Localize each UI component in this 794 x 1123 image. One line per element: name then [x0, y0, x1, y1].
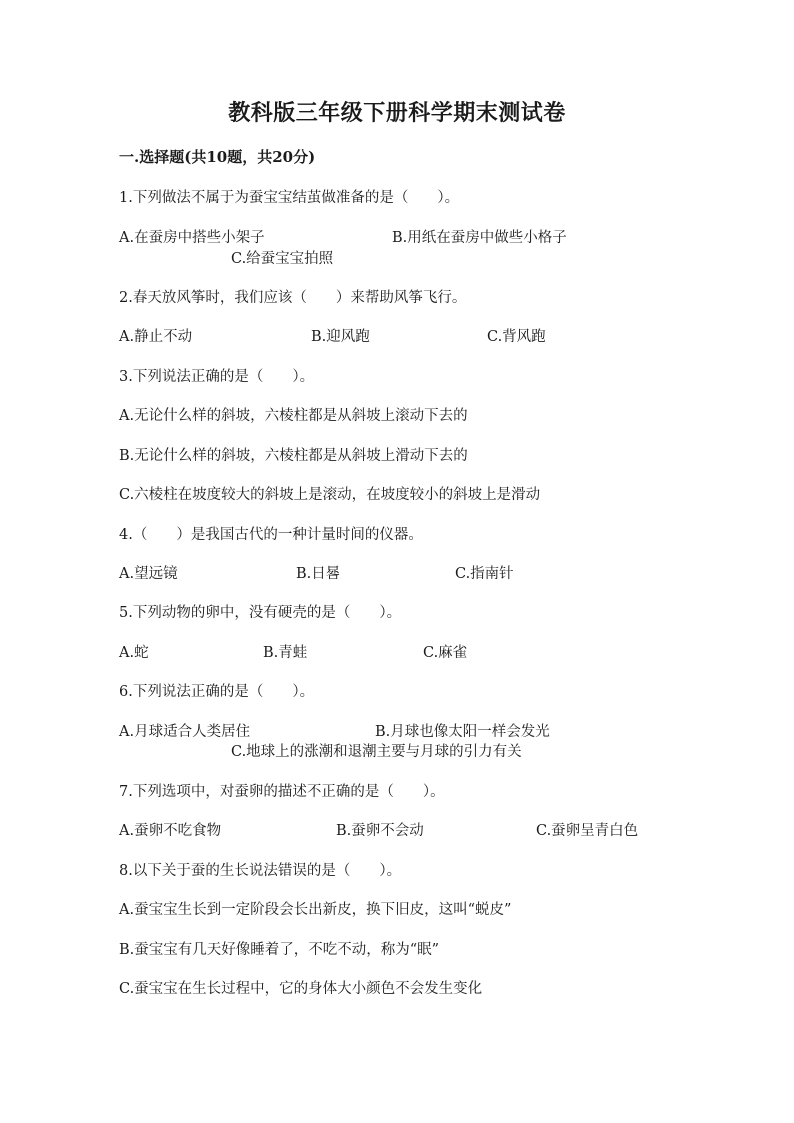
page-title: 教科版三年级下册科学期末测试卷 — [228, 100, 566, 126]
question-stem: 5.下列动物的卵中，没有硬壳的是（ ）。 — [119, 605, 402, 621]
question-option: C.背风跑 — [487, 329, 546, 345]
question-option: A.在蚕房中搭些小架子 — [119, 230, 265, 246]
question-option: B.月球也像太阳一样会发光 — [375, 724, 550, 740]
question-option: C.指南针 — [455, 566, 514, 582]
question-option: C.给蚕宝宝拍照 — [231, 251, 334, 267]
question-option: C.麻雀 — [423, 645, 468, 661]
question-stem: 1.下列做法不属于为蚕宝宝结茧做准备的是（ ）。 — [119, 190, 460, 206]
question-option: A.蚕宝宝生长到一定阶段会长出新皮，换下旧皮，这叫“蜕皮” — [119, 902, 512, 918]
question-option: B.蚕卵不会动 — [336, 823, 424, 839]
question-option: A.无论什么样的斜坡，六棱柱都是从斜坡上滚动下去的 — [119, 408, 468, 424]
question-stem: 8.以下关于蚕的生长说法错误的是（ ）。 — [119, 863, 402, 879]
section-heading: 一.选择题(共10题，共20分) — [119, 148, 316, 166]
question-stem: 7.下列选项中，对蚕卵的描述不正确的是（ ）。 — [119, 784, 445, 800]
question-option: C.蚕卵呈青白色 — [536, 823, 639, 839]
question-option: C.蚕宝宝在生长过程中，它的身体大小颜色不会发生变化 — [119, 981, 483, 997]
question-option: B.日晷 — [296, 566, 341, 582]
question-stem: 3.下列说法正确的是（ ）。 — [119, 369, 315, 385]
question-option: A.蚕卵不吃食物 — [119, 823, 222, 839]
question-option: B.迎风跑 — [311, 329, 370, 345]
question-option: C.地球上的涨潮和退潮主要与月球的引力有关 — [231, 744, 522, 760]
question-stem: 6.下列说法正确的是（ ）。 — [119, 684, 315, 700]
question-option: A.静止不动 — [119, 329, 193, 345]
question-option: A.月球适合人类居住 — [119, 724, 251, 740]
question-option: A.蛇 — [119, 645, 149, 661]
question-stem: 4.（ ）是我国古代的一种计量时间的仪器。 — [119, 527, 423, 543]
question-stem: 2.春天放风筝时，我们应该（ ）来帮助风筝飞行。 — [119, 290, 467, 306]
question-option: B.蚕宝宝有几天好像睡着了，不吃不动，称为“眠” — [119, 942, 440, 958]
question-option: B.无论什么样的斜坡，六棱柱都是从斜坡上滑动下去的 — [119, 448, 468, 464]
question-option: B.用纸在蚕房中做些小格子 — [392, 230, 567, 246]
question-option: C.六棱柱在坡度较大的斜坡上是滚动，在坡度较小的斜坡上是滑动 — [119, 487, 541, 503]
question-option: A.望远镜 — [119, 566, 178, 582]
question-option: B.青蛙 — [263, 645, 308, 661]
